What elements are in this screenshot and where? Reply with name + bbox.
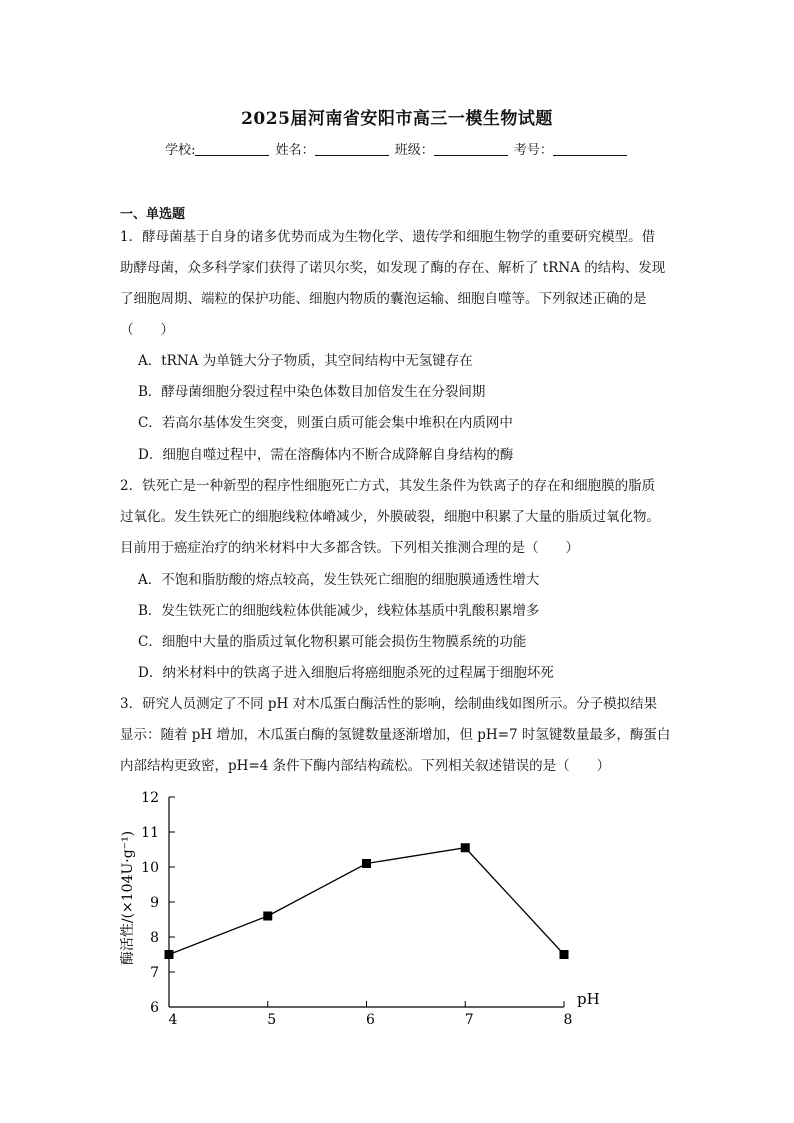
y-tick-label: 10 [141,860,159,876]
enzyme-activity-chart [110,782,610,1027]
data-point [461,843,470,852]
question-2-option-b: B．发生铁死亡的细胞线粒体供能减少，线粒体基质中乳酸积累增多 [138,603,540,619]
question-1-option-c: C．若高尔基体发生突变，则蛋白质可能会集中堆积在内质网中 [138,415,513,431]
question-3-line-2: 显示：随着 pH 增加，木瓜蛋白酶的氢键数量逐渐增加，但 pH=7 时氢键数量最多，酶蛋白 [120,727,671,743]
question-1-option-d: D．细胞自噬过程中，需在溶酶体内不断合成降解自身结构的酶 [138,447,514,463]
x-tick-label: 8 [563,1012,573,1027]
y-tick-label: 9 [150,895,159,911]
question-1-line-3: 了细胞周期、端粒的保护功能、细胞内物质的囊泡运输、细胞自噬等。下列叙述正确的是 [120,291,647,307]
school-label: 学校: [165,143,196,158]
question-1-option-a: A．tRNA 为单链大分子物质，其空间结构中无氢键存在 [138,353,473,369]
data-point [263,912,272,921]
x-tick-label: 5 [267,1012,277,1027]
question-2-line-3: 目前用于癌症治疗的纳米材料中大多都含铁。下列相关推测合理的是（ ） [120,540,579,556]
y-tick-label: 7 [150,965,159,981]
data-point [560,950,569,959]
question-1-option-b: B．酵母菌细胞分裂过程中染色体数目加倍发生在分裂间期 [138,384,486,400]
name-blank[interactable] [315,143,389,156]
y-tick-label: 6 [150,1000,159,1016]
question-3-line-3: 内部结构更致密，pH=4 条件下酶内部结构疏松。下列相关叙述错误的是（ ） [120,758,611,774]
exam-no-blank[interactable] [553,143,627,156]
y-tick-labels [141,790,159,1016]
exam-info-row [0,139,794,158]
class-label: 班级： [394,143,434,158]
x-tick-label: 6 [366,1012,375,1027]
section-heading: 一、单选题 [120,207,186,222]
school-blank[interactable] [195,143,269,156]
question-2-option-d: D．纳米材料中的铁离子进入细胞后将癌细胞杀死的过程属于细胞坏死 [138,665,554,681]
question-1-line-2: 助酵母菌，众多科学家们获得了诺贝尔奖，如发现了酶的存在、解析了 tRNA 的结构、发现 [120,260,666,276]
question-1-line-4: （ ） [120,322,174,338]
x-tick-label: 4 [168,1012,178,1027]
exam-no-label: 考号： [513,143,553,158]
question-2-option-a: A．不饱和脂肪酸的熔点较高，发生铁死亡细胞的细胞膜通透性增大 [138,572,540,588]
data-point [165,950,174,959]
data-point [362,859,371,868]
page-title: 2025届河南省安阳市高三一模生物试题 [241,109,553,129]
chart-axes [169,797,564,1007]
question-3-line-1: 3．研究人员测定了不同 pH 对木瓜蛋白酶活性的影响，绘制曲线如图所示。分子模拟结果 [120,696,658,712]
name-label: 姓名： [275,143,315,158]
x-tick-labels [169,1012,573,1027]
y-axis-label: 酶活性/(×104U·g⁻¹) [120,830,136,966]
y-tick-label: 12 [141,790,159,806]
data-points [165,843,569,959]
y-tick-label: 8 [150,930,159,946]
class-blank[interactable] [434,143,508,156]
question-2-option-c: C．细胞中大量的脂质过氧化物积累可能会损伤生物膜系统的功能 [138,634,527,650]
x-tick-label: 7 [464,1012,474,1027]
question-1-line-1: 1．酵母菌基于自身的诸多优势而成为生物化学、遗传学和细胞生物学的重要研究模型。借 [120,229,656,245]
x-axis-label: pH [577,990,600,1008]
y-tick-label: 11 [141,825,159,841]
question-2-line-1: 2．铁死亡是一种新型的程序性细胞死亡方式，其发生条件为铁离子的存在和细胞膜的脂质 [120,478,656,494]
question-2-line-2: 过氧化。发生铁死亡的细胞线粒体嵴减少，外膜破裂，细胞中积累了大量的脂质过氧化物。 [120,509,660,525]
